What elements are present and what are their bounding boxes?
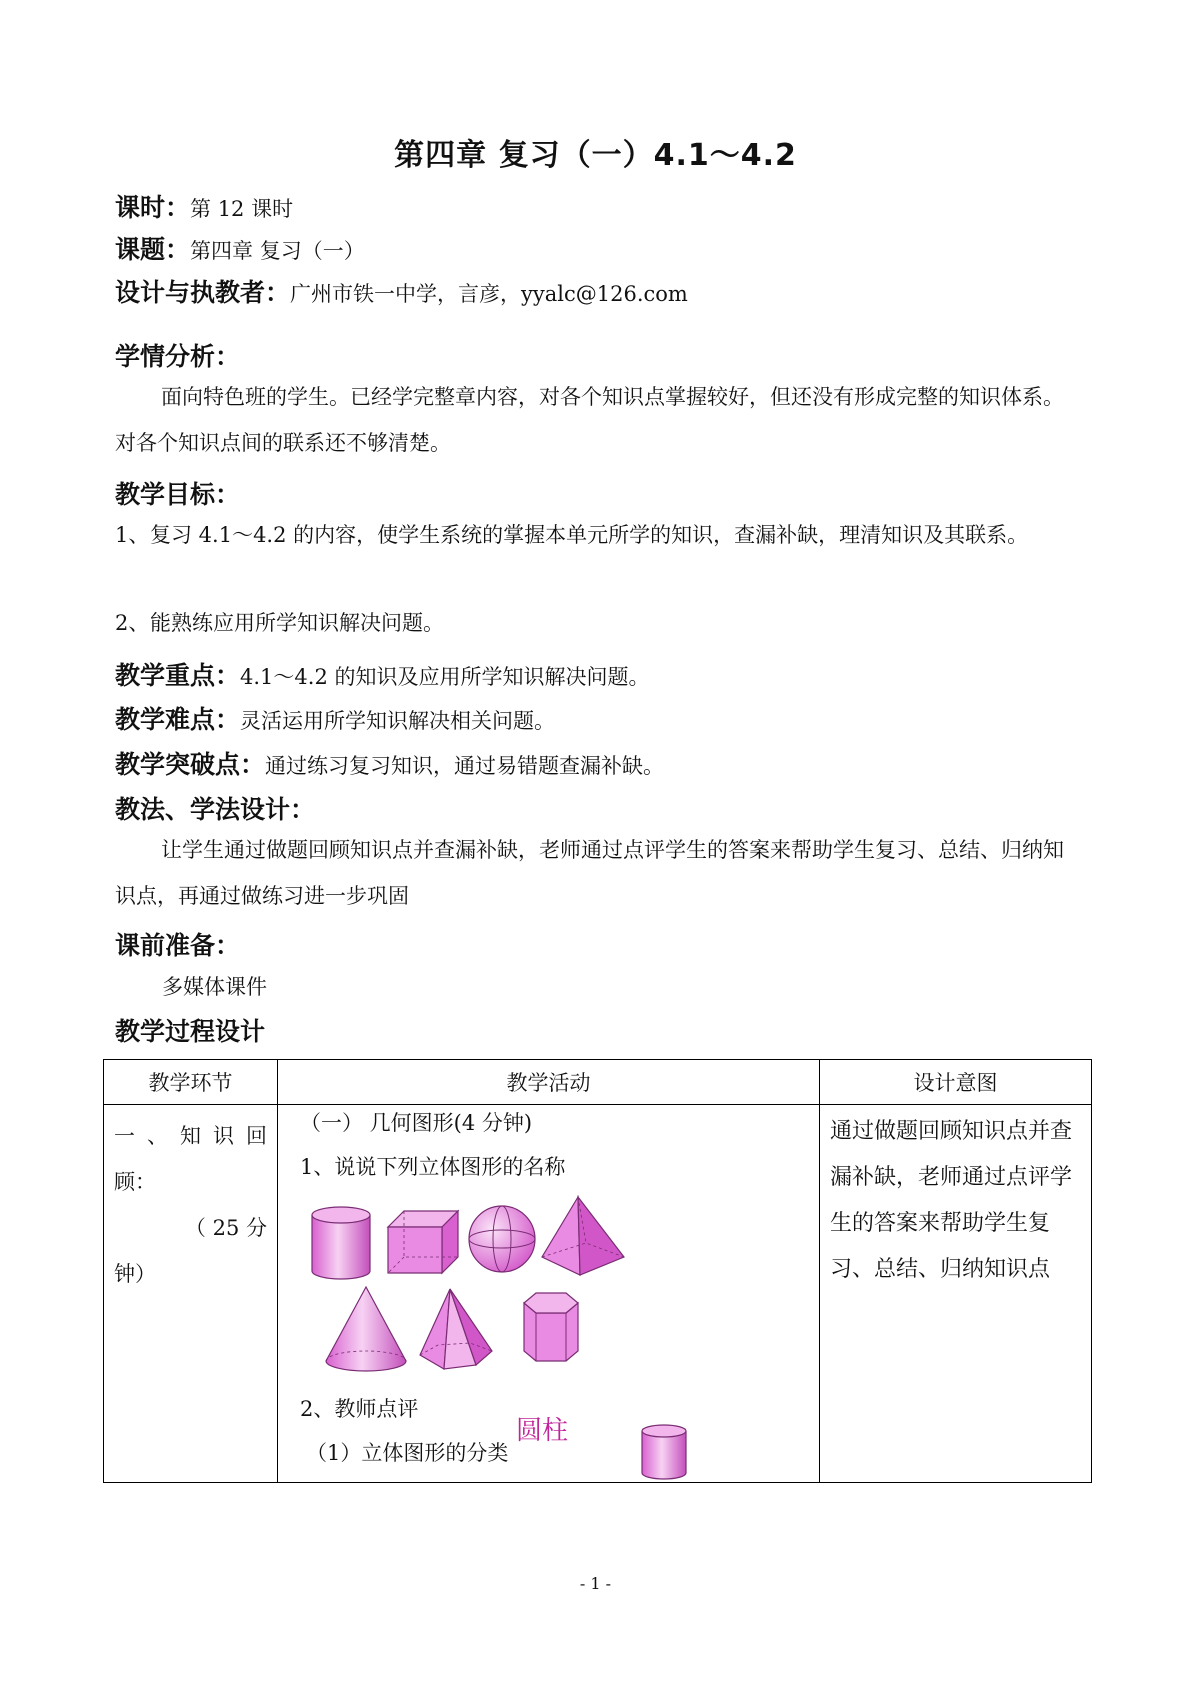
pyramid-icon (540, 1195, 626, 1277)
cylinder-label: 圆柱 (516, 1416, 569, 1446)
process-heading: 教学过程设计 (115, 1017, 266, 1046)
breakthrough-value: 通过练习复习知识，通过易错题查漏补缺。 (265, 754, 665, 778)
cylinder-icon (310, 1205, 372, 1281)
activity-question-1: 1、说说下列立体图形的名称 (300, 1155, 566, 1179)
key-point-value: 4.1～4.2 的知识及应用所学知识解决问题。 (240, 665, 650, 689)
period-value: 第 12 课时 (190, 197, 294, 221)
difficulty-line (115, 700, 555, 736)
page-title: 第四章 复习（一）4.1～4.2 (394, 138, 797, 173)
prep-heading: 课前准备： (115, 931, 241, 960)
period-line (115, 188, 293, 224)
cylinder-small-icon (640, 1423, 688, 1481)
analysis-heading: 学情分析： (115, 342, 241, 371)
stage-text-line3: （ 25 分 (184, 1216, 267, 1240)
designer-value: 广州市铁一中学，言彦，yyalc@126.com (290, 282, 688, 306)
stage-text-line2: 顾： (114, 1170, 156, 1194)
cone-icon (324, 1285, 408, 1373)
stage-cell (104, 1105, 278, 1483)
stage-text-line1: 一 、 知 识 回 (114, 1124, 267, 1148)
table-row (104, 1105, 1092, 1483)
prep-text: 多媒体课件 (162, 975, 267, 999)
activity-section-title: （一） 几何图形(4 分钟) (300, 1111, 533, 1135)
goals-heading: 教学目标： (115, 480, 241, 509)
cube-icon (386, 1209, 460, 1275)
activity-cell (278, 1105, 820, 1483)
method-text: 让学生通过做题回顾知识点并查漏补缺，老师通过点评学生的答案来帮助学生复习、总结、归纳知识点，再通过做练习进一步巩固 (115, 838, 1064, 908)
activity-subquestion: （1）立体图形的分类 (306, 1441, 509, 1465)
table-header-row (104, 1060, 1092, 1105)
difficulty-value: 灵活运用所学知识解决相关问题。 (240, 709, 556, 733)
period-label: 课时： (115, 193, 191, 222)
page-number: - 1 - (579, 1574, 612, 1593)
stage-text-line4: 钟） (114, 1262, 156, 1286)
activity-question-2: 2、教师点评 (300, 1397, 419, 1421)
topic-label: 课题： (115, 235, 191, 264)
topic-value: 第四章 复习（一） (190, 239, 365, 263)
key-point-line (115, 656, 649, 692)
designer-label: 设计与执教者： (115, 278, 291, 307)
column-header-intent: 设计意图 (820, 1060, 1092, 1105)
breakthrough-label: 教学突破点： (115, 750, 266, 779)
difficulty-label: 教学难点： (115, 705, 241, 734)
column-header-stage: 教学环节 (104, 1060, 278, 1105)
topic-line (115, 230, 365, 266)
pentagonal-pyramid-icon (418, 1287, 494, 1371)
sphere-icon (466, 1203, 538, 1275)
designer-line (115, 273, 688, 309)
breakthrough-line (115, 745, 664, 781)
hexagonal-prism-icon (522, 1287, 580, 1363)
intent-cell: 通过做题回顾知识点并查漏补缺，老师通过点评学生的答案来帮助学生复习、总结、归纳知识点 (820, 1105, 1092, 1483)
analysis-text: 面向特色班的学生。已经学完整章内容，对各个知识点掌握较好，但还没有形成完整的知识体系。对各个知识点间的联系还不够清楚。 (115, 385, 1064, 455)
column-header-activity: 教学活动 (278, 1060, 820, 1105)
process-table (103, 1059, 1092, 1483)
goal-item-1: 1、复习 4.1～4.2 的内容，使学生系统的掌握本单元所学的知识，查漏补缺，理清知识及其联系。 (115, 523, 1029, 547)
goal-item-2: 2、能熟练应用所学知识解决问题。 (115, 611, 444, 635)
key-point-label: 教学重点： (115, 661, 241, 690)
method-heading: 教法、学法设计： (115, 795, 316, 824)
